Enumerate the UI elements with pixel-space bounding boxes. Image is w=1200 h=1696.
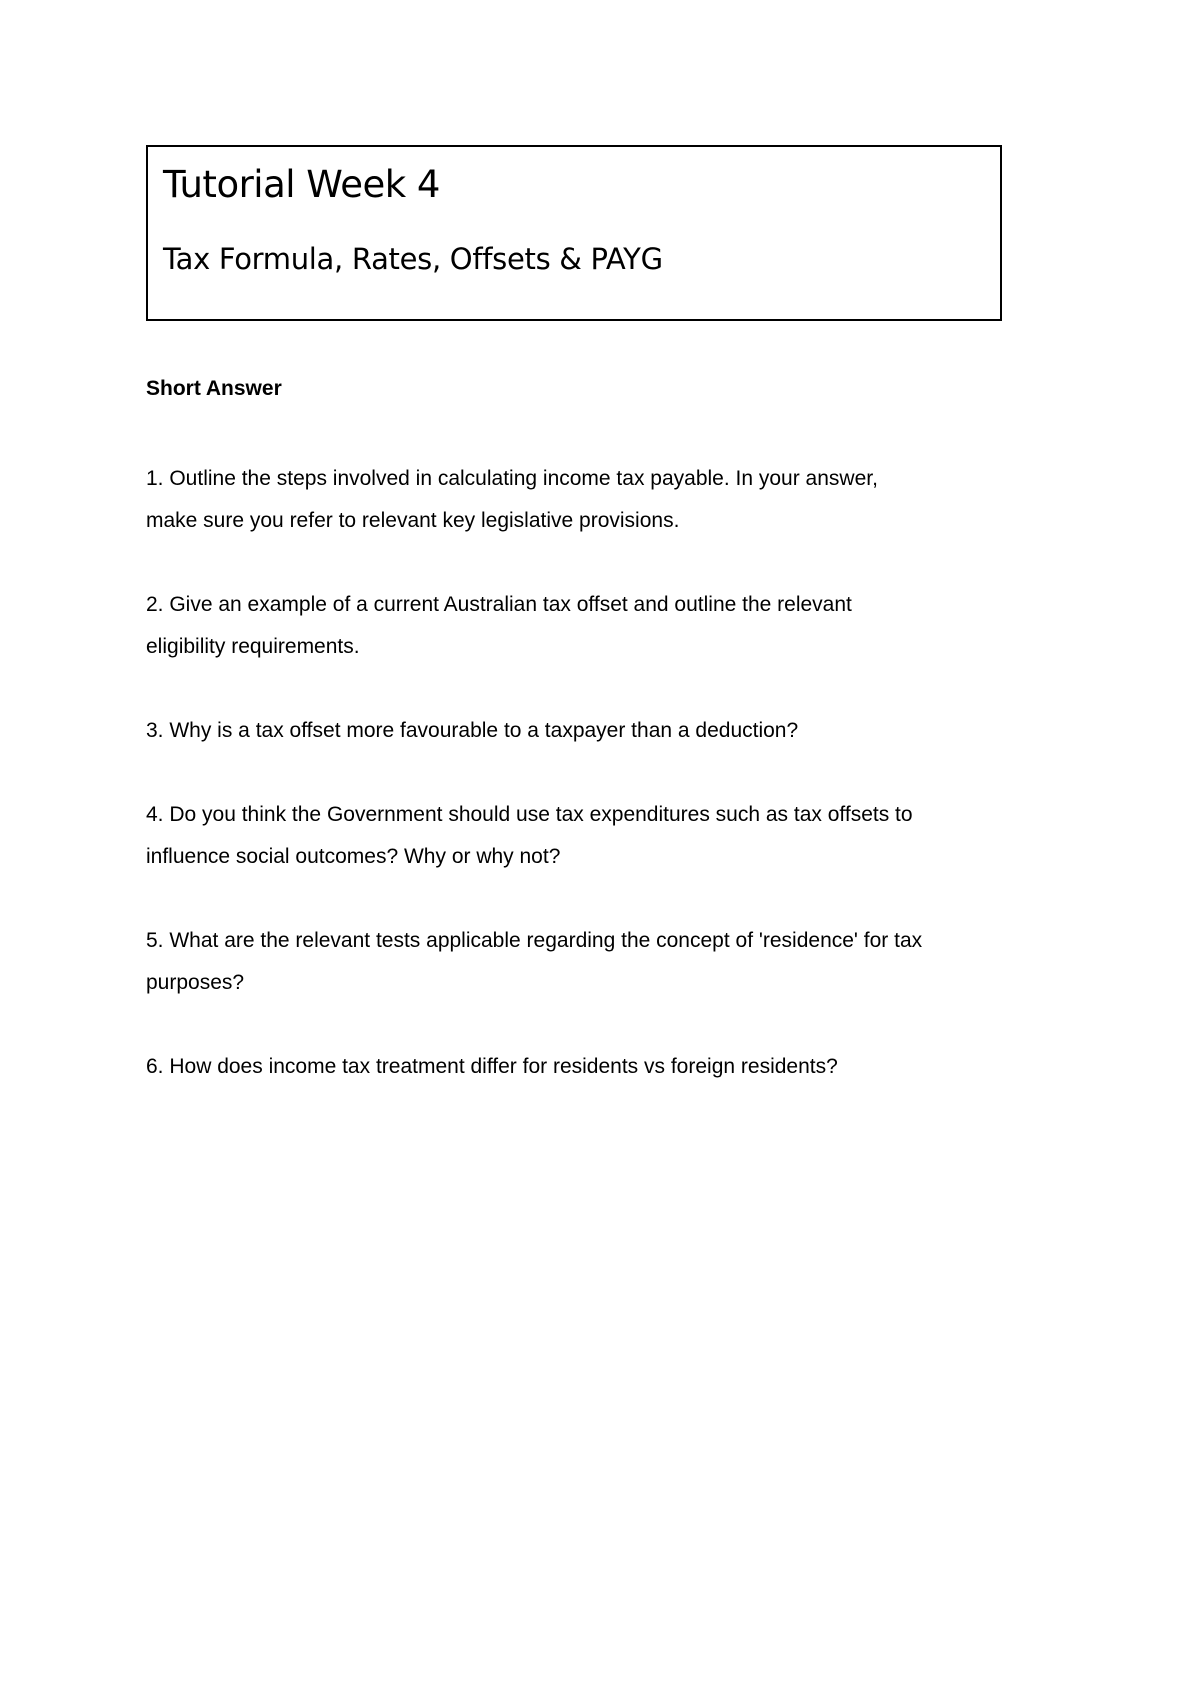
question-5-line-1: 5. What are the relevant tests applicable regarding the concept of 'residence' for tax <box>146 929 923 952</box>
question-4 <box>146 794 1066 878</box>
question-3-line-1: 3. Why is a tax offset more favourable to a taxpayer than a deduction? <box>146 719 799 742</box>
question-1-line-1: 1. Outline the steps involved in calculating income tax payable. In your answer, <box>146 467 878 490</box>
question-5 <box>146 920 1066 1004</box>
question-2-line-1: 2. Give an example of a current Australian tax offset and outline the relevant <box>146 593 852 616</box>
page-subtitle: Tax Formula, Rates, Offsets & PAYG <box>163 242 663 276</box>
question-1 <box>146 458 1066 542</box>
question-1-line-2: make sure you refer to relevant key legislative provisions. <box>146 509 680 532</box>
question-6 <box>146 1046 1066 1088</box>
question-list <box>146 458 1066 1130</box>
question-4-line-1: 4. Do you think the Government should use tax expenditures such as tax offsets to <box>146 803 913 826</box>
title-box <box>146 145 1002 321</box>
page-title: Tutorial Week 4 <box>163 163 440 206</box>
question-5-line-2: purposes? <box>146 971 245 994</box>
question-2-line-2: eligibility requirements. <box>146 635 360 658</box>
question-4-line-2: influence social outcomes? Why or why not? <box>146 845 561 868</box>
section-heading: Short Answer <box>146 377 282 400</box>
question-3 <box>146 710 1066 752</box>
question-2 <box>146 584 1066 668</box>
question-6-line-1: 6. How does income tax treatment differ for residents vs foreign residents? <box>146 1055 838 1078</box>
